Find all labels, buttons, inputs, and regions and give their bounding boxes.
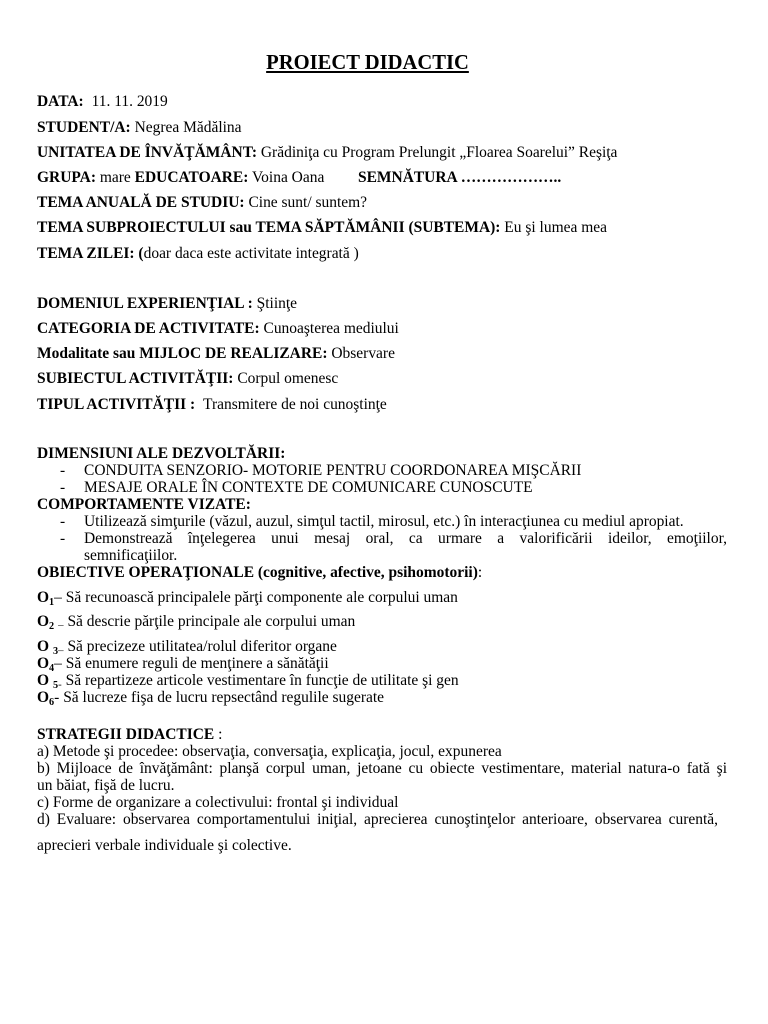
- objective-index: 2: [49, 620, 55, 632]
- school-row: [37, 140, 727, 165]
- behaviour-item-line: semnificaţiilor.: [84, 546, 178, 564]
- behaviours-heading: COMPORTAMENTE VIZATE:: [37, 495, 251, 513]
- weekly-theme-value: Eu şi lumea mea: [504, 219, 607, 237]
- behaviour-item: [37, 530, 727, 564]
- header-fields: [37, 89, 727, 265]
- development-heading: DIMENSIUNI ALE DEZVOLTĂRII:: [37, 444, 286, 462]
- objective-index: 5: [53, 679, 59, 691]
- mode-row: [37, 341, 727, 366]
- objective-text: Să enumere reguli de menţinere a sănătăţii: [65, 654, 329, 672]
- behaviour-item-line: Demonstrează înţelegerea unui mesaj oral, ca urmare a valorificării ideilor, emoţiilor,: [84, 529, 727, 547]
- plan-details: [37, 445, 727, 854]
- objective-code: [37, 655, 54, 672]
- daily-theme-label: TEMA ZILEI: (: [37, 244, 144, 262]
- behaviour-item: [37, 513, 727, 530]
- domain-row: [37, 291, 727, 316]
- objective-separator: -: [58, 678, 62, 691]
- mode-label: Modalitate sau MIJLOC DE REALIZARE:: [37, 345, 328, 363]
- objective-text: Să repartizeze articole vestimentare în funcţie de utilitate şi gen: [65, 671, 459, 689]
- objective-separator: –: [58, 644, 64, 657]
- strategy-item-line: d) Evaluare: observarea comportamentului iniţial, aprecierea cunoştinţelor anterioare, observarea curentă,: [37, 810, 718, 828]
- annual-theme-row: [37, 190, 727, 215]
- objectives-heading-suffix: :: [477, 563, 483, 581]
- teacher-label: EDUCATOARE:: [134, 168, 249, 186]
- objective-letter: O: [37, 588, 50, 606]
- development-item-text: CONDUITA SENZORIO- MOTORIE PENTRU COORDONAREA MIŞCĂRII: [84, 461, 582, 479]
- objective-text: Să precizeze utilitatea/rolul diferitor organe: [67, 637, 337, 655]
- bullet-dash: -: [60, 478, 66, 496]
- bullet-dash: -: [60, 461, 66, 479]
- daily-theme-row: [37, 241, 727, 266]
- objective-code: [37, 638, 58, 655]
- annual-theme-label: TEMA ANUALĂ DE STUDIU:: [37, 194, 245, 212]
- objective-text: Să lucreze fişa de lucru repsectând regulile sugerate: [63, 688, 385, 706]
- mode-value: Observare: [331, 345, 395, 363]
- strategy-item: c) Forme de organizare a colectivului: frontal şi individual: [37, 793, 399, 811]
- activity-fields: [37, 291, 727, 417]
- type-row: [37, 392, 727, 417]
- strategies-heading-suffix: :: [218, 725, 223, 743]
- objective-code: [37, 589, 54, 606]
- weekly-theme-row: [37, 215, 727, 240]
- domain-value: Ştiinţe: [256, 294, 298, 312]
- objectives-heading-text: OBIECTIVE OPERAŢIONALE (cognitive, afective, psihomotorii): [37, 563, 478, 581]
- objective-separator: –: [58, 619, 64, 632]
- objective-code: [37, 672, 58, 689]
- objective-code: [37, 689, 54, 706]
- category-value: Cunoaşterea mediului: [263, 319, 399, 337]
- group-row: [37, 165, 727, 190]
- category-row: [37, 316, 727, 341]
- daily-theme-value: doar daca este activitate integrată ): [143, 244, 359, 262]
- annual-theme-value: Cine sunt/ suntem?: [248, 194, 368, 212]
- strategy-item: a) Metode şi procedee: observaţia, conversaţia, explicaţia, jocul, expunerea: [37, 742, 502, 760]
- subject-label: SUBIECTUL ACTIVITĂŢII:: [37, 370, 234, 388]
- strategy-item-line: b) Mijloace de învăţământ: planşă corpul uman, jetoane cu obiecte vestimentare, material natura-o fată şi: [37, 759, 727, 777]
- student-label: STUDENT/A:: [37, 118, 131, 136]
- weekly-theme-label: TEMA SUBPROIECTULUI sau TEMA SĂPTĂMÂNII (SUBTEMA):: [37, 219, 501, 237]
- objective-text: Să descrie părţile principale ale corpului uman: [67, 612, 356, 630]
- strategies-heading-text: STRATEGII DIDACTICE: [37, 725, 215, 743]
- group-value: mare: [99, 168, 131, 186]
- objective-item: [37, 689, 727, 706]
- objective-separator: –: [54, 588, 62, 606]
- school-value: Grădiniţa cu Program Prelungit „Floarea Soarelui” Reşiţa: [260, 143, 618, 161]
- domain-label: DOMENIUL EXPERIENŢIAL :: [37, 294, 253, 312]
- objective-separator: -: [54, 688, 60, 706]
- development-item: [37, 479, 727, 496]
- objective-text: Să recunoască principalele părţi componente ale corpului uman: [65, 588, 458, 606]
- objective-item: [37, 655, 727, 672]
- strategies-heading: [37, 726, 727, 743]
- objective-item: [37, 589, 727, 606]
- date-value: 11. 11. 2019: [91, 93, 168, 111]
- objective-index: 1: [49, 596, 55, 608]
- objective-index: 4: [49, 662, 55, 674]
- type-label: TIPUL ACTIVITĂŢII :: [37, 395, 196, 413]
- student-row: [37, 115, 727, 140]
- strategy-item-line: aprecieri verbale individuale şi colective.: [37, 836, 292, 854]
- objective-code: [37, 613, 54, 630]
- objective-item: [37, 613, 727, 630]
- objective-letter: O: [37, 612, 50, 630]
- development-item: [37, 462, 727, 479]
- bullet-dash: -: [60, 512, 66, 530]
- objective-index: 6: [49, 696, 55, 708]
- development-item-text: MESAJE ORALE ÎN CONTEXTE DE COMUNICARE CUNOSCUTE: [84, 478, 533, 496]
- objective-item: [37, 672, 727, 689]
- document-title: [37, 51, 698, 75]
- student-value: Negrea Mădălina: [134, 118, 242, 136]
- type-value: Transmitere de noi cunoştinţe: [203, 395, 387, 413]
- bullet-dash: -: [60, 529, 66, 547]
- teacher-value: Voina Oana: [252, 168, 325, 186]
- school-label: UNITATEA DE ÎNVĂŢĂMÂNT:: [37, 143, 258, 161]
- objective-letter: O: [37, 654, 50, 672]
- objective-separator: –: [54, 654, 62, 672]
- date-label: DATA:: [37, 93, 84, 111]
- objective-letter: O: [37, 637, 50, 655]
- objective-index: 3: [53, 645, 59, 657]
- objective-item: [37, 638, 727, 655]
- category-label: CATEGORIA DE ACTIVITATE:: [37, 319, 260, 337]
- document-title-text: PROIECT DIDACTIC: [266, 52, 469, 74]
- strategy-item-line: un băiat, fişă de lucru.: [37, 776, 175, 794]
- objective-letter: O: [37, 688, 50, 706]
- subject-row: [37, 366, 727, 391]
- behaviour-item-text: Utilizează simţurile (văzul, auzul, simţul tactil, mirosul, etc.) în interacţiunea cu mediul apropiat.: [84, 512, 684, 530]
- group-label: GRUPA:: [37, 168, 96, 186]
- date-row: [37, 89, 727, 114]
- subject-value: Corpul omenesc: [237, 370, 339, 388]
- objectives-heading: [37, 564, 727, 581]
- objective-letter: O: [37, 671, 50, 689]
- signature-field: SEMNĂTURA ………………..: [358, 168, 562, 186]
